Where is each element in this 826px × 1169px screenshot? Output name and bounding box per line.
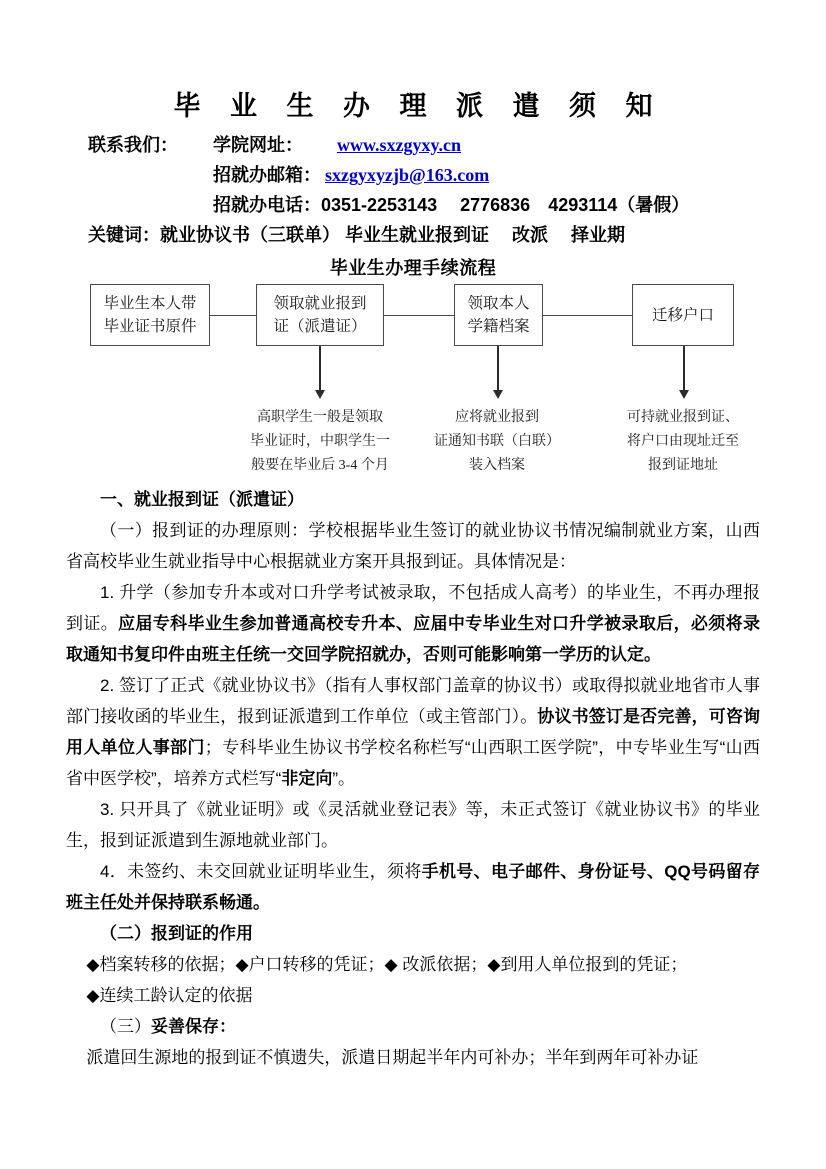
contact-label-phone: 招就办电话： [213, 195, 321, 215]
bullet-text-4: 到用人单位报到的凭证； [500, 955, 688, 974]
flow-box-3 [454, 284, 543, 346]
flow-note-3-line3: 报到证地址 [648, 458, 718, 473]
arrow-line-2 [319, 346, 321, 392]
flow-note-1-line1: 高职学生一般是领取 [257, 410, 383, 425]
flow-box-3-line2: 学籍档案 [467, 318, 530, 335]
item-2-bold-a: 协议书签订是否完善，可咨询用人单位人事部门 [66, 707, 761, 757]
bullet-text-5: 连续工龄认定的依据 [99, 986, 253, 1005]
item-1-normal: 1. 升学（参加专升本或对口升学考试被录取，不包括成人高考）的毕业生，不再办理报到证。 [66, 583, 760, 633]
item-4-normal: 4．未签约、未交回就业证明毕业生，须将 [100, 862, 422, 881]
flow-note-3 [608, 406, 758, 478]
item-2-normal-c: ”。 [332, 769, 355, 788]
arrow-line-4 [683, 346, 685, 392]
contact-row-email [88, 160, 826, 190]
flow-note-2-line3: 装入档案 [469, 458, 525, 473]
sub-heading-three [66, 1011, 760, 1042]
section-heading-one: 一、就业报到证（派遣证） [100, 490, 304, 509]
flow-box-2-line1: 领取就业报到 [273, 295, 367, 312]
bullet-text-3: 改派依据； [397, 955, 488, 974]
bullet-icon: ◆ [86, 986, 100, 1005]
paragraph-sub-three-body: 派遣回生源地的报到证不慎遗失，派遣日期起半年内可补办；半年到两年可补办证 [86, 1048, 699, 1067]
sub-three-prefix: （三） [100, 1017, 151, 1036]
connector-1-2 [209, 315, 256, 316]
paragraph-item-3: 3. 只开具了《就业证明》或《灵活就业登记表》等，未正式签订《就业协议书》的毕业生，报到证派遣到生源地就业部门。 [66, 800, 760, 850]
flow-note-2 [422, 406, 572, 478]
paragraph-item-4 [66, 856, 760, 918]
bullet-icon: ◆ [487, 955, 501, 974]
flow-note-1 [230, 406, 410, 478]
phone-numbers: 0351-2253143 2776836 4293114（暑假） [321, 195, 690, 215]
arrow-head-4 [679, 390, 689, 399]
flow-box-2 [256, 284, 384, 346]
flow-box-4 [632, 284, 734, 346]
arrow-line-3 [497, 346, 499, 392]
flow-note-3-line2: 将户口由现址迁至 [627, 434, 739, 449]
flow-box-2-line2: 证（派遣证） [273, 318, 367, 335]
bullet-icon: ◆ [235, 955, 249, 974]
arrow-head-3 [493, 390, 503, 399]
contact-lead-label: 联系我们： [88, 135, 178, 155]
bullet-icon: ◆ [384, 955, 398, 974]
flowchart-title: 毕业生办理手续流程 [329, 258, 497, 278]
flowchart-boxes [0, 284, 826, 350]
flow-note-2-line1: 应将就业报到 [455, 410, 539, 425]
connector-2-3 [384, 315, 454, 316]
item-2-bold-b: 非定向 [281, 769, 333, 788]
body-text [0, 484, 826, 1073]
flow-box-1 [90, 284, 210, 346]
page-title: 毕 业 生 办 理 派 遣 须 知 [173, 91, 664, 121]
item-2-normal-b: ；专科毕业生协议书学校名称栏写“山西职工医学院”，中专毕业生写“山西省中医学校”，培养方式栏写“ [66, 738, 760, 788]
flow-box-4-line1: 迁移户口 [651, 306, 714, 324]
item-2-normal-a: 2. 签订了正式《就业协议书》（指有人事权部门盖章的协议书）或取得拟就业地省市人事部门接收函的毕业生，报到证派遣到工作单位（或主管部门）。 [66, 676, 760, 726]
website-link[interactable]: www.sxzgyxy.cn [337, 135, 462, 155]
flow-note-1-line2: 毕业证时，中职学生一 [250, 434, 390, 449]
flow-note-2-line2: 证通知书联（白联） [434, 434, 560, 449]
contact-label-email: 招就办邮箱： [213, 165, 321, 185]
contact-row-website [88, 130, 826, 160]
flow-box-3-line1: 领取本人 [467, 295, 530, 312]
arrow-head-2 [315, 390, 325, 399]
connector-3-4 [543, 315, 632, 316]
bullet-row-1 [66, 949, 760, 980]
flow-box-1-line1: 毕业生本人带 [103, 295, 197, 312]
paragraph-item-1 [66, 577, 760, 670]
flow-box-1-line2: 毕业证书原件 [103, 318, 197, 335]
keywords-row: 关键词：就业协议书（三联单） 毕业生就业报到证 改派 择业期 [88, 225, 625, 245]
email-link[interactable]: sxzgyxyzjb@163.com [325, 165, 490, 185]
contact-block [0, 130, 826, 220]
contact-label-website: 学院网址： [213, 135, 303, 155]
paragraph-item-2 [66, 670, 760, 794]
contact-row-phone [88, 190, 826, 220]
sub-three-bold: 妥善保存： [151, 1017, 236, 1036]
paragraph-principle: （一）报到证的办理原则：学校根据毕业生签订的就业协议书情况编制就业方案，山西省高校毕业生就业指导中心根据就业方案开具报到证。具体情况是： [66, 521, 760, 571]
bullet-text-2: 户口转移的凭证； [248, 955, 385, 974]
flowchart [0, 284, 826, 484]
bullet-text-1: 档案转移的依据； [99, 955, 236, 974]
item-4-bold: 手机号、电子邮件、身份证号、QQ号码留存班主任处并保持联系畅通。 [66, 862, 760, 912]
flow-note-1-line3: 般要在毕业后 3-4 个月 [251, 458, 389, 473]
flow-note-3-line1: 可持就业报到证、 [627, 410, 739, 425]
bullet-row-2 [66, 980, 760, 1011]
item-1-bold: 应届专科毕业生参加普通高校专升本、应届中专毕业生对口升学被录取后，必须将录取通知书复印件由班主任统一交回学院招就办，否则可能影响第一学历的认定。 [66, 614, 760, 664]
bullet-icon: ◆ [86, 955, 100, 974]
sub-heading-two: （二）报到证的作用 [100, 924, 253, 943]
